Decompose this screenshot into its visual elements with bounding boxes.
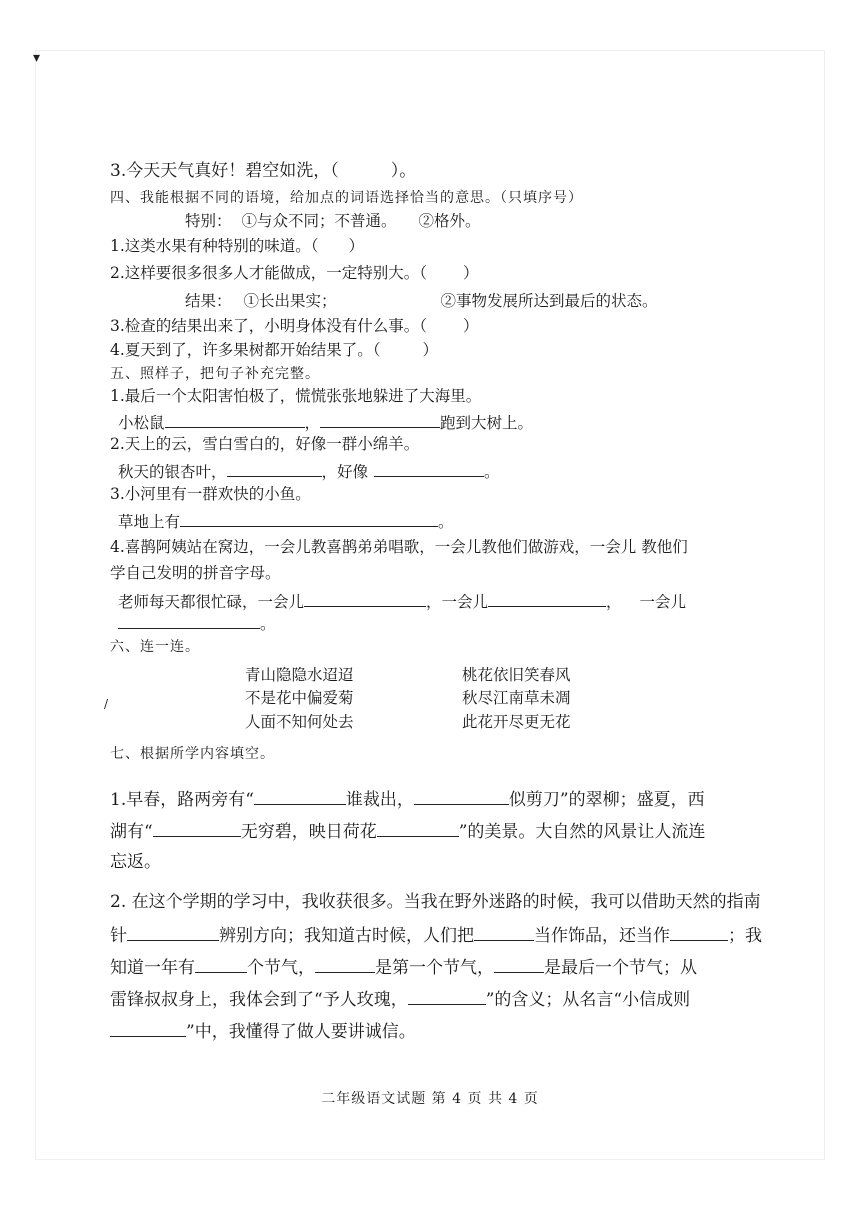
blank[interactable] [474, 926, 534, 941]
section6-title: 六、连一连。 [110, 639, 200, 655]
poem-right-3[interactable]: 此花开尽更无花 [462, 713, 571, 731]
s5-q2-answer: 秋天的银杏叶， ，好像 。 [118, 463, 500, 481]
s5-q4-answer-cont: 。 [118, 614, 276, 633]
s5-q4-answer: 老师每天都很忙碌，一会儿 ，一会儿 ， 一会儿 [118, 593, 687, 611]
s7-p2-line5: ”中，我懂得了做人要讲诚信。 [110, 1022, 416, 1041]
s7-p1-line1: 1.早春，路两旁有“ 谁裁出， 似剪刀”的翠柳；盛夏，西 [110, 790, 705, 810]
blank[interactable] [118, 614, 260, 629]
blank[interactable] [165, 413, 305, 428]
blank[interactable] [195, 958, 247, 973]
blank[interactable] [670, 926, 728, 941]
s7-p2-line4: 雷锋叔叔身上，我体会到了“予人玫瑰， ”的含义；从名言“小信成则 [110, 990, 691, 1010]
blank[interactable] [110, 1022, 186, 1037]
section4-title: 四、我能根据不同的语境，给加点的词语选择恰当的意思。（只填序号） [110, 190, 583, 206]
poem-left-2[interactable]: 不是花中偏爱菊 [245, 689, 354, 707]
blank[interactable] [315, 958, 375, 973]
s7-p2-line2: 针 辨别方向；我知道古时候，人们把 当作饰品，还当作 ；我 [110, 926, 762, 946]
scan-mark: ▾ [33, 50, 41, 66]
blank[interactable] [153, 822, 241, 837]
blank[interactable] [180, 512, 438, 527]
blank[interactable] [408, 990, 486, 1005]
blank[interactable] [127, 926, 219, 941]
s7-p1-line2: 湖有“ 无穷碧，映日荷花 ”的美景。大自然的风景让人流连 [110, 822, 706, 842]
s4-item1: 1.这类水果有种特别的味道。（ ） [110, 237, 365, 255]
blank[interactable] [488, 592, 606, 607]
blank[interactable] [254, 790, 346, 805]
q3-prev: 3.今天天气真好！碧空如洗，（ ）。 [110, 161, 417, 181]
blank[interactable] [227, 462, 322, 477]
page-footer: 二年级语文试题 第 4 页 共 4 页 [321, 1091, 539, 1107]
s7-p1-line3: 忘返。 [110, 852, 161, 872]
s5-q4-example: 4.喜鹊阿姨站在窝边，一会儿教喜鹊弟弟唱歌，一会儿教他们做游戏，一会儿 教他们 [110, 538, 688, 556]
blank[interactable] [320, 413, 440, 428]
s5-q1-example: 1.最后一个太阳害怕极了，慌慌张张地躲进了大海里。 [110, 387, 482, 405]
blank[interactable] [377, 822, 459, 837]
def-jieguo: 结果： ①长出果实； ②事物发展所达到最后的状态。 [185, 292, 658, 310]
poem-right-2[interactable]: 秋尽江南草未凋 [462, 689, 571, 707]
poem-right-1[interactable]: 桃花依旧笑春风 [462, 666, 571, 684]
s5-q2-example: 2.天上的云，雪白雪白的，好像一群小绵羊。 [110, 435, 420, 453]
s4-item4: 4.夏天到了，许多果树都开始结果了。（ ） [110, 341, 439, 359]
def-tebie: 特别： ①与众不同；不普通。 ②格外。 [185, 212, 481, 230]
s5-q3-example: 3.小河里有一群欢快的小鱼。 [110, 485, 311, 503]
blank[interactable] [414, 790, 509, 805]
s4-item2: 2.这样要很多很多人才能做成，一定特别大。（ ） [110, 264, 479, 282]
blank[interactable] [494, 958, 544, 973]
s7-p2-line3: 知道一年有 个节气， 是第一个节气， 是最后一个节气；从 [110, 958, 697, 978]
s5-q4-example2: 学自己发明的拼音字母。 [110, 564, 281, 582]
s7-p2-line1: 2. 在这个学期的学习中，我收获很多。当我在野外迷路的时候，我可以借助天然的指南 [110, 892, 761, 912]
scan-mark: / [104, 697, 109, 711]
section5-title: 五、照样子，把句子补充完整。 [110, 366, 320, 382]
poem-left-3[interactable]: 人面不知何处去 [245, 713, 354, 731]
s4-item3: 3.检查的结果出来了，小明身体没有什么事。（ ） [110, 317, 479, 335]
section7-title: 七、根据所学内容填空。 [110, 746, 275, 762]
poem-left-1[interactable]: 青山隐隐水迢迢 [245, 666, 354, 684]
s5-q1-answer: 小松鼠 ， 跑到大树上。 [118, 414, 534, 432]
blank[interactable] [304, 592, 426, 607]
blank[interactable] [374, 462, 484, 477]
s5-q3-answer: 草地上有 。 [118, 513, 454, 531]
